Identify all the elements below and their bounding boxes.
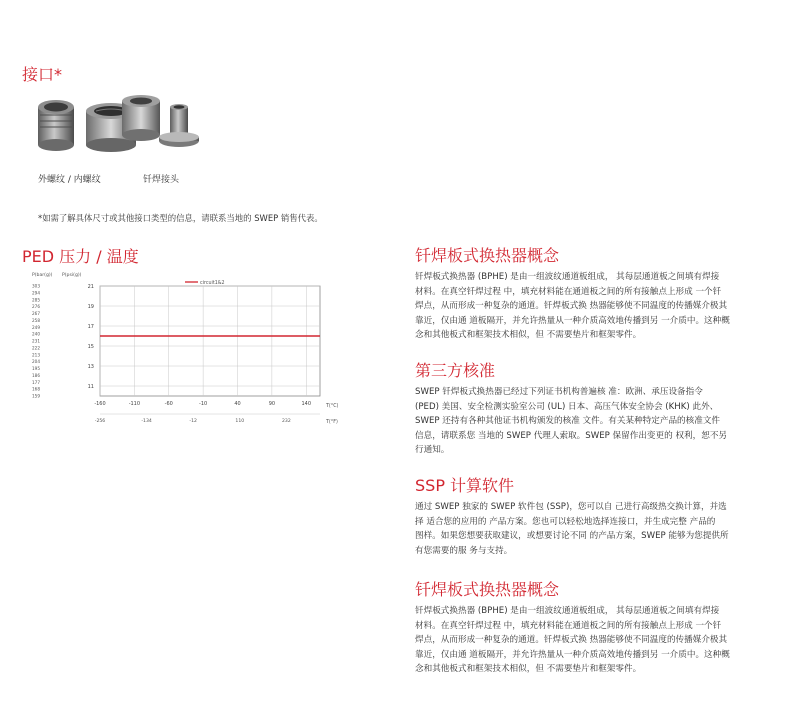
body-line: 念和其他板式和框架技术相似，但 不需要垫片和框架零件。 <box>415 664 642 675</box>
body-line: 信息，请联系您 当地的 SWEP 代理人索取。SWEP 保留作出变更的 权利，恕不另 <box>415 430 728 441</box>
psi-tick-label: 249 <box>32 324 40 330</box>
psi-tick-label: 231 <box>32 338 40 344</box>
body-line: 择 适合您的应用的 产品方案。您也可以轻松地选择连接口，并生成完整 产品的 <box>415 516 716 527</box>
f-tick-label: 110 <box>235 419 245 424</box>
interface-title: 接口* <box>22 65 63 84</box>
legend-label: circuit1&2 <box>200 281 225 286</box>
ped-title: PED 压力 / 温度 <box>22 247 139 266</box>
body-line: 行通知。 <box>415 445 450 456</box>
psi-tick-label: 222 <box>32 345 40 351</box>
body-line: 钎焊板式换热器 (BPHE) 是由一组波纹通道板组成， 其每层通道板之间填有焊接 <box>415 272 720 282</box>
body-line: 有您需要的服 务与支持。 <box>415 545 513 556</box>
psi-tick-label: 213 <box>32 352 40 358</box>
x-tick-label: 140 <box>301 401 312 407</box>
psi-tick-label: 294 <box>32 290 40 296</box>
x-tick-label: 40 <box>234 401 241 407</box>
x-label-f: T(°F) <box>326 420 338 425</box>
psi-tick-label: 303 <box>32 283 40 289</box>
section-title: 钎焊板式换热器概念 <box>415 246 560 265</box>
brazed-label: 钎焊接头 <box>143 175 180 185</box>
body-line: 通过 SWEP 独家的 SWEP 软件包 (SSP)，您可以自 己进行高级热交换计算，并选 <box>415 502 727 512</box>
brazed-connectors-image <box>116 93 216 163</box>
psi-tick-label: 258 <box>32 317 40 323</box>
y-tick-label: 21 <box>87 284 94 290</box>
psi-tick-label: 168 <box>32 386 40 392</box>
body-line: 念和其他板式和框架技术相似，但 不需要垫片和框架零件。 <box>415 330 642 341</box>
f-tick-label: -12 <box>189 419 197 424</box>
body-line: SWEP 还持有各种其他证书机构颁发的核准 文件。有关某种特定产品的核准文件 <box>415 416 721 427</box>
x-tick-label: -160 <box>94 401 106 407</box>
y-tick-label: 15 <box>87 344 94 350</box>
f-tick-label: -256 <box>94 419 106 424</box>
section-title: 钎焊板式换热器概念 <box>415 580 560 599</box>
f-tick-label: 232 <box>281 419 291 424</box>
body-line: 焊点，从而形成一种复杂的通道。钎焊板式换 热器能够使不同温度的传播媒介极其 <box>415 635 728 646</box>
body-line: 图样。如果您想要获取建议，或想要讨论不同 的产品方案，SWEP 能够为您提供所 <box>415 531 729 542</box>
y-tick-label: 13 <box>87 364 94 370</box>
section-body <box>415 385 780 458</box>
y-label-bar: P(psi(g)) <box>62 273 82 278</box>
body-line: 材料。在真空钎焊过程 中，填充材料能在通道板之间的所有接触点上形成 一个钎 <box>415 286 722 297</box>
y-tick-label: 19 <box>87 304 94 310</box>
psi-tick-label: 267 <box>32 311 40 316</box>
body-line: 焊点，从而形成一种复杂的通道。钎焊板式换 热器能够使不同温度的传播媒介极其 <box>415 301 728 312</box>
psi-tick-label: 177 <box>32 379 40 385</box>
x-tick-label: -10 <box>199 401 208 407</box>
section-body <box>415 604 780 677</box>
section-title: 第三方核准 <box>415 361 496 380</box>
section-title: SSP 计算软件 <box>415 476 515 495</box>
ped-chart <box>20 268 350 438</box>
psi-tick-label: 204 <box>32 359 40 365</box>
body-line: 靠近，仅由通 道板隔开，并允许热量从一种介质高效地传播到另 一介质中。这种概 <box>415 315 730 326</box>
x-label-c: T(°C) <box>326 404 339 409</box>
section-body <box>415 500 780 558</box>
psi-tick-label: 240 <box>32 331 40 337</box>
x-tick-label: 90 <box>268 401 276 407</box>
body-line: 材料。在真空钎焊过程 中，填充材料能在通道板之间的所有接触点上形成 一个钎 <box>415 620 722 631</box>
interface-note: *如需了解具体尺寸或其他接口类型的信息，请联系当地的 SWEP 销售代表。 <box>38 213 323 223</box>
psi-tick-label: 159 <box>32 393 40 399</box>
x-tick-label: -60 <box>164 401 173 407</box>
body-line: 钎焊板式换热器 (BPHE) 是由一组波纹通道板组成， 其每层通道板之间填有焊接 <box>415 606 720 616</box>
section-body <box>415 270 780 343</box>
threaded-label: 外螺纹 / 内螺纹 <box>38 175 101 185</box>
body-line: SWEP 钎焊板式换热器已经过下列证书机构普遍核 准：欧洲、承压设备指令 <box>415 387 703 397</box>
y-tick-label: 11 <box>87 384 94 390</box>
psi-tick-label: 285 <box>32 297 40 303</box>
body-line: 靠近，仅由通 道板隔开，并允许热量从一种介质高效地传播到另 一介质中。这种概 <box>415 649 730 660</box>
psi-tick-label: 186 <box>32 372 40 378</box>
body-line: (PED) 美国、安全检测实验室公司 (UL) 日本、高压气体安全协会 (KHK) 此外、 <box>415 401 719 412</box>
f-tick-label: -134 <box>141 419 152 424</box>
psi-tick-label: 276 <box>32 304 40 310</box>
psi-tick-label: 195 <box>32 366 40 371</box>
y-label-psi: P(bar(g)) <box>32 273 53 278</box>
x-tick-label: -110 <box>128 401 141 407</box>
y-tick-label: 17 <box>87 324 94 330</box>
plot-frame <box>100 286 320 396</box>
